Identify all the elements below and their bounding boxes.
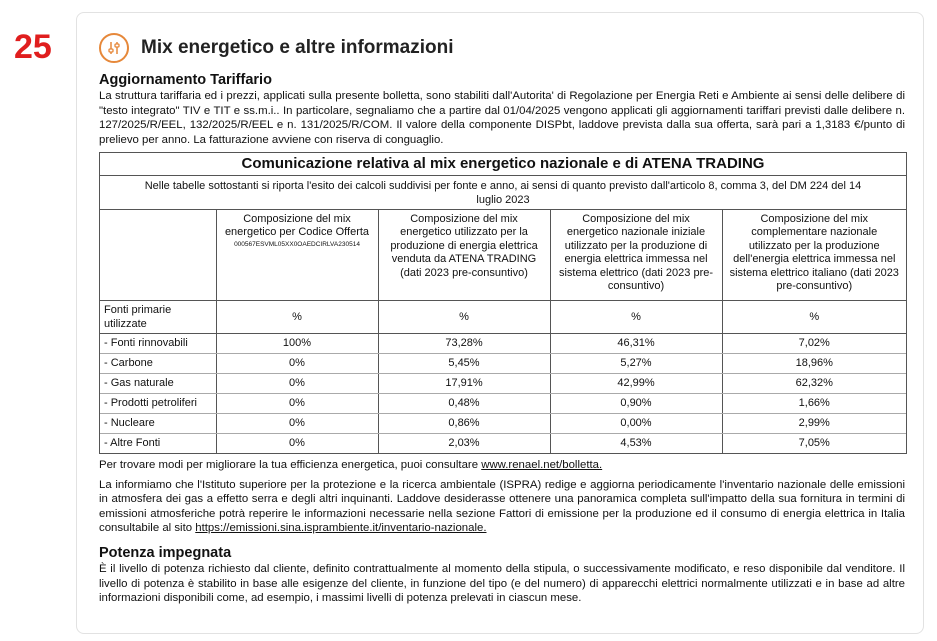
power-heading: Potenza impegnata	[99, 544, 232, 561]
table-row	[100, 393, 906, 413]
source-label: - Gas naturale	[100, 373, 216, 393]
value-cell: 7,02%	[722, 333, 906, 353]
mix-header-row	[100, 210, 906, 301]
section-header	[99, 33, 454, 63]
mix-title: Comunicazione relativa al mix energetico nazionale e di ATENA TRADING	[100, 153, 906, 176]
value-cell: 0,00%	[550, 413, 722, 433]
value-cell: 100%	[216, 333, 378, 353]
renael-link[interactable]: www.renael.net/bolletta.	[481, 458, 603, 471]
value-cell: 2,03%	[378, 433, 550, 453]
unit-cell: %	[378, 300, 550, 333]
ispra-text: La informiamo che l'Istituto superiore per la protezione e la ricerca ambientale (ISPRA) redige e aggiorna periodicamente l'inventario nazionale delle emissioni in atmosfera dei gas a effetto serra e degli altri inquinanti. Laddove desiderasse ottenere una panoramica completa sull'impatto della sua fornitura in termini di emissioni atmosferiche potrà reperire le informazioni necessarie nella sezione Fattori di emissione per la produzione ed il consumo di energia elettrica in Italia consultabile al sito	[99, 478, 905, 535]
value-cell: 0%	[216, 353, 378, 373]
ispra-paragraph	[99, 478, 905, 536]
value-cell: 1,66%	[722, 393, 906, 413]
value-cell: 17,91%	[378, 373, 550, 393]
value-cell: 0%	[216, 433, 378, 453]
header-empty-cell	[100, 210, 216, 301]
offer-code: 000567ESVML05XX0OAEDCIRLVA230514	[234, 240, 360, 248]
value-cell: 42,99%	[550, 373, 722, 393]
unit-cell: %	[216, 300, 378, 333]
tariff-text: La struttura tariffaria ed i prezzi, applicati sulla presente bolletta, sono stabiliti dall'Autorita' di Regolazione per Energia Reti e Ambiente ai sensi delle delibere di "testo integrato" TIV e TIT e ss.m.i.. In particolare, segnaliamo che a partire dal 01/04/2025 vengono applicati gli aggiornamenti tariffari previsti dalle delibere n. 127/2025/R/EEL, 132/2025/R/EEL e n. 131/2025/R/COM. Il valore della componente DISPbt, laddove prevista dalla sua offerta, sarà pari a 1,3183 €/punto di prelievo per anno. La fatturazione avviene con riserva di conguaglio.	[99, 90, 905, 146]
source-label: - Altre Fonti	[100, 433, 216, 453]
value-cell: 62,32%	[722, 373, 906, 393]
column-header: Composizione del mix energetico nazionale iniziale utilizzato per la produzione di energia elettrica immessa nel sistema elettrico (dati 2023 pre-consuntivo)	[550, 210, 722, 301]
units-label: Fonti primarie utilizzate	[100, 300, 216, 333]
source-label: - Prodotti petroliferi	[100, 393, 216, 413]
value-cell: 0%	[216, 373, 378, 393]
value-cell: 2,99%	[722, 413, 906, 433]
efficiency-paragraph	[99, 458, 905, 473]
page-number: 25	[14, 28, 52, 66]
value-cell: 0%	[216, 393, 378, 413]
mix-table	[99, 152, 907, 454]
table-row	[100, 413, 906, 433]
column-header-label: Composizione del mix energetico per Codice Offerta	[224, 212, 370, 239]
sliders-icon	[99, 33, 129, 63]
efficiency-text: Per trovare modi per migliorare la tua efficienza energetica, puoi consultare	[99, 458, 479, 471]
power-text: È il livello di potenza richiesto dal cliente, definito contrattualmente al momento della stipula, o successivamente modificato, e reso disponibile dal venditore. Il livello di potenza è stabilito in base alle esigenze del cliente, in funzione del tipo (e del numero) di apparecchi elettrici normalmente utilizzati e in base ad altre informazioni disponibili come, ad esempio, i massimi livelli di potenza prelevati in ciascun mese.	[99, 562, 905, 605]
column-header	[216, 210, 378, 301]
info-card	[76, 12, 924, 634]
section-title: Mix energetico e altre informazioni	[141, 37, 454, 58]
column-header: Composizione del mix complementare nazionale utilizzato per la produzione dell'energia elettrica immessa nel sistema elettrico italiano (dati 2023 pre-consuntivo)	[722, 210, 906, 301]
value-cell: 0,48%	[378, 393, 550, 413]
tariff-heading: Aggiornamento Tariffario	[99, 72, 272, 88]
source-label: - Nucleare	[100, 413, 216, 433]
source-label: - Carbone	[100, 353, 216, 373]
table-row	[100, 433, 906, 453]
value-cell: 0,86%	[378, 413, 550, 433]
table-row	[100, 353, 906, 373]
ispra-link[interactable]: https://emissioni.sina.isprambiente.it/inventario-nazionale.	[195, 522, 487, 535]
table-row	[100, 373, 906, 393]
source-label: - Fonti rinnovabili	[100, 333, 216, 353]
mix-grid	[100, 210, 906, 453]
value-cell: 5,27%	[550, 353, 722, 373]
section-content	[99, 71, 905, 606]
value-cell: 18,96%	[722, 353, 906, 373]
value-cell: 5,45%	[378, 353, 550, 373]
value-cell: 46,31%	[550, 333, 722, 353]
unit-cell: %	[550, 300, 722, 333]
units-row	[100, 300, 906, 333]
column-header: Composizione del mix energetico utilizzato per la produzione di energia elettrica venduta da ATENA TRADING (dati 2023 pre-consuntivo)	[378, 210, 550, 301]
unit-cell: %	[722, 300, 906, 333]
mix-intro: Nelle tabelle sottostanti si riporta l'esito dei calcoli suddivisi per fonte e anno, ai sensi di quanto previsto dall'articolo 8, comma 3, del DM 224 del 14 luglio 2023	[100, 176, 906, 210]
table-row	[100, 333, 906, 353]
value-cell: 73,28%	[378, 333, 550, 353]
value-cell: 0%	[216, 413, 378, 433]
value-cell: 4,53%	[550, 433, 722, 453]
value-cell: 7,05%	[798, 437, 830, 450]
value-cell: 0,90%	[550, 393, 722, 413]
